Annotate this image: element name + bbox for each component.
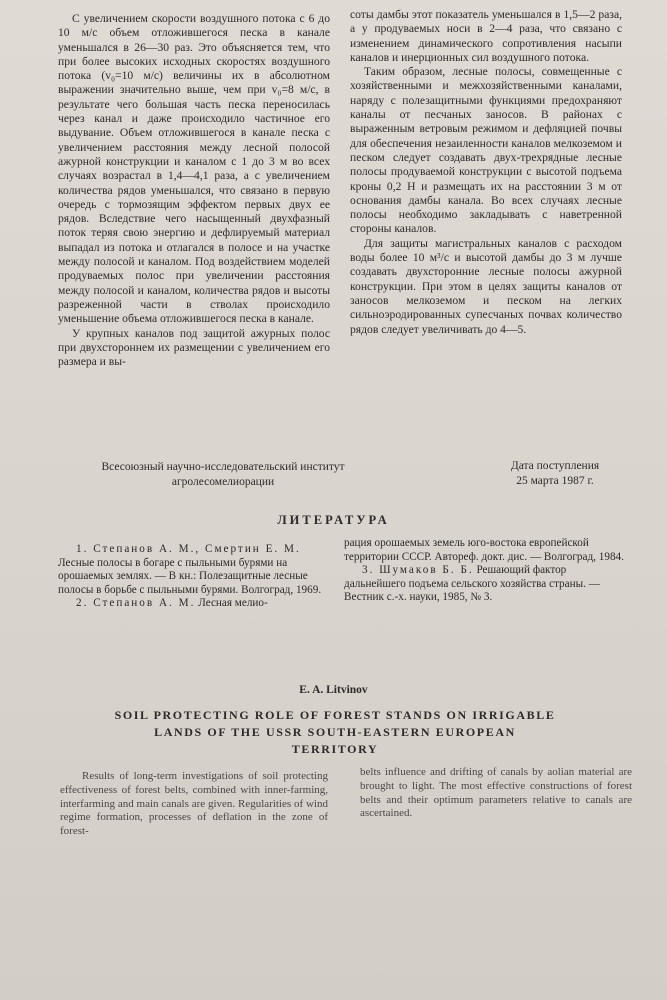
references-right [344,537,628,605]
english-title [90,707,580,758]
english-title-line: SOIL PROTECTING ROLE OF FOREST STANDS ON IRRIGABLE [114,708,556,722]
english-title-line: LANDS OF THE USSR SOUTH-EASTERN EUROPEAN [154,725,516,739]
body-paragraph: Для защиты магистральных каналов с расходом воды более 10 м³/с и высотой дамбы до 3 м лучше создавать двухсторонние лесные полосы ажурной конструкции. При этом в целях защиты каналов от заносов мелкоземом и песком на легких сильноэродированных супесчаных почвах количество рядов следует увеличивать до 4—5. [350,236,622,336]
body-paragraph: соты дамбы этот показатель уменьшался в 1,5—2 раза, а у продуваемых носи в 2—4 раза, что связано с изменением динамического сопротивления насыпи каналов и инерционных сил воздушного потока. [350,8,622,64]
english-author: E. A. Litvinov [299,684,368,696]
reference-text: Решающий фактор дальнейшего подъема сельского хозяйства страны. — Вестник с.-х. науки, 1985, № 3. [344,564,600,604]
literature-heading: ЛИТЕРАТУРА [277,513,390,527]
body-paragraph: С увеличением скорости воздушного потока с 6 до 10 м/с объем отложившегося песка в канале уменьшался в 26—30 раз. Это объясняется тем, что при более высоких исходных скоростях воздушного потока (v₀=10 м/с) величины их в абсолютном выражении значительно выше, чем при v₀=8 м/с, в результате чего большая часть песка переносилась через канал и даже происходило частичное его выдувание. Объем отложившегося в канале песка с увеличением расстояния между лесной полосой ажурной конструкции и каналом с 1 до 3 м во всех случаях возрастал в 1,4—4,1 раза, а с увеличением количества рядов уменьшался, что связано в первую очередь с тормозящим эффектом первых двух ее рядов. Вследствие чего насыщенный двухфазный поток теряя свою энергию и дефлируемый материал выпадал из потока и отлагался в полосе и на участке между полосой и каналом. Под воздействием моделей продуваемых полос при увеличении расстояния между полосой и каналом, количества рядов и высоты разреженной части в стволах происходило уменьшение объема отложившегося песка в канале. [58,12,330,326]
reference-text: Лесные полосы в богаре с пыльными бурями на орошаемых землях. — В кн.: Полезащитные лесные полосы в борьбе с пыльными бурями. Волгоград, 1969. [58,556,322,596]
abstract-text: Results of long-term investigations of soil protecting effectiveness of forest belts, combined with inner-farming, interfarming and main canals are given. Regularities of wind regime formation, processes of deflation in the zone of forest- [60,770,328,838]
affiliation [58,460,388,490]
references-left [58,543,326,611]
reference-item [58,543,326,597]
english-abstract-left [60,770,328,839]
abstract-text: belts influence and drifting of canals by aolian material are brought to light. The most effective constructions of forest belts and their optimum parameters relative to canals are ascertained. [360,766,632,820]
received-label: Дата поступления [510,460,600,472]
reference-text: рация орошаемых земель юго-востока европейской территории СССР. Автореф. докт. дис. — Волгоград, 1984. [344,537,624,563]
reference-text: Лесная мелио- [195,597,268,610]
reference-author: 3. Шумаков Б. Б. [362,564,474,577]
body-paragraph: Таким образом, лесные полосы, совмещенные с хозяйственными и межхозяйственными каналами, наряду с полезащитными функциями предохраняют каналы от песчаных заносов. В районах с выраженным ветровым режимом и дефляцией почвы для обеспечения незаиленности каналов мелкоземом и песком следует создавать двух-трехрядные лесные полосы продуваемой конструкции с высотой подъема кроны 0,2 Н и размещать их на расстоянии 3 м от основания дамбы канала. Во всех случаях лесные полосы необходимо закладывать с наветренной стороны каналов. [350,65,622,236]
english-abstract-right [360,766,632,821]
body-paragraph: У крупных каналов под защитой ажурных полос при двухстороннем их размещении с увеличением его размера и вы- [58,326,330,369]
english-title-line: TERRITORY [291,742,379,756]
reference-author: 1. Степанов А. М., Смертин Е. М. [76,543,301,555]
received-value: 25 марта 1987 г. [516,475,594,487]
body-column-right [350,8,622,337]
reference-item [58,597,326,611]
affiliation-line: агролесомелиорации [171,476,275,488]
body-column-left [58,12,330,369]
reference-item [344,537,628,564]
reference-author: 2. Степанов А. М. [76,597,196,610]
affiliation-line: Всесоюзный научно-исследовательский институт [101,461,345,473]
received-date [470,459,640,489]
reference-item [344,564,628,605]
